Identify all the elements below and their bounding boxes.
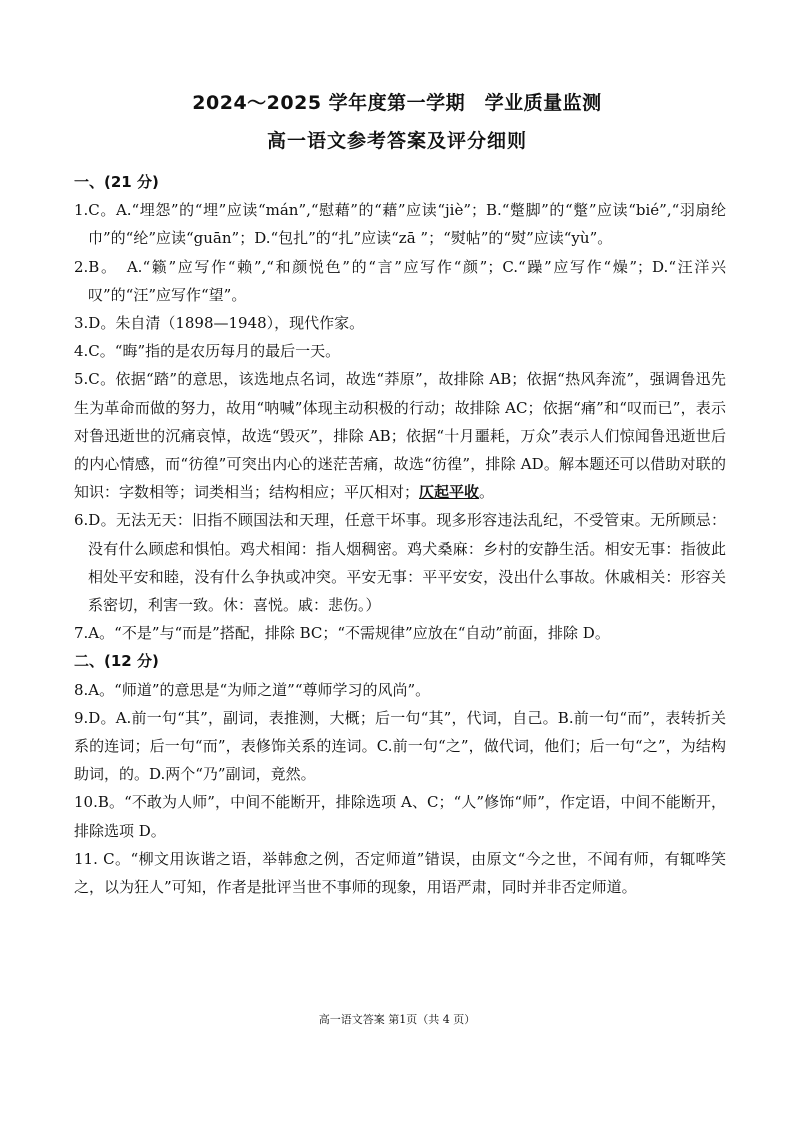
answer-body [74, 168, 726, 901]
answer-item-5-emphasis: 仄起平收 [419, 483, 480, 502]
answer-item-2: 2.B。 A.“籁”应写作“赖”,“和颜悦色”的“言”应写作“颜”；C.“躁”应写作“燥”；D.“汪洋兴叹”的“汪”应写作“望”。 [74, 257, 726, 304]
answer-item-5 [74, 365, 726, 506]
answer-item-11: 11. C。“柳文用诙谐之语，举韩愈之例，否定师道”错误，由原文“今之世，不闻有师，有辄哗笑之，以为狂人”可知，作者是批评当世不事师的现象，用语严肃，同时并非否定师道。 [74, 849, 726, 897]
page-footer: 高一语文答案 第1页（共 4 页） [318, 1013, 476, 1026]
answer-item-3: 3.D。朱自清（1898—1948），现代作家。 [74, 314, 365, 333]
answer-item-6: 6.D。无法无天：旧指不顾国法和天理，任意干坏事。现多形容违法乱纪，不受管束。无所顾忌：没有什么顾虑和惧怕。鸡犬相闻：指人烟稠密。鸡犬桑麻：乡村的安静生活。相安无事：指彼此相处平安和睦，没有什么争执或冲突。平安无事：平平安安，没出什么事故。休戚相关：形容关系密切，利害一致。休：喜悦。戚：悲伤。） [74, 511, 726, 615]
section-heading-1: 一、(21 分) [74, 173, 159, 191]
answer-item-1: 1.C。A.“埋怨”的“埋”应读“mán”,“慰藉”的“藉”应读“jiè”；B.“蹩脚”的“蹩”应读“bié”,“羽扇纶巾”的“纶”应读“guān”；D.“包扎”的“扎”应读“zā ”；“熨帖”的“熨”应读“yù”。 [74, 201, 726, 248]
answer-item-7: 7.A。“不是”与“而是”搭配，排除 BC；“不需规律”应放在“自动”前面，排除 D。 [74, 624, 610, 643]
answer-item-4: 4.C。“晦”指的是农历每月的最后一天。 [74, 342, 341, 361]
answer-item-9: 9.D。A.前一句“其”，副词，表推测，大概；后一句“其”，代词，自己。B.前一句“而”，表转折关系的连词；后一句“而”，表修饰关系的连词。C.前一句“之”，做代词，他们；后一句“之”，为结构助词，的。D.两个“乃”副词，竟然。 [74, 708, 726, 784]
answer-item-5-text: 5.C。依据“踏”的意思，该选地点名词，故选“莽原”，故排除 AB；依据“热风奔流”，强调鲁迅先生为革命而做的努力，故用“呐喊”体现主动积极的行动；故排除 AC；依据“痛”和“叹而已”，表示对鲁迅逝世的沉痛哀悼，故选“毁灭”，排除 AB；依据“十月噩耗，万众”表示人们惊闻鲁迅逝世后的内心情感，而“彷徨”可突出内心的迷茫苦痛，故选“彷徨”，排除 AD。解本题还可以借助对联的知识：字数相等；词类相当；结构相应；平仄相对； [74, 370, 726, 502]
answer-item-10: 10.B。“不敢为人师”，中间不能断开，排除选项 A、C；“人”修饰“师”，作定语，中间不能断开，排除选项 D。 [74, 793, 726, 840]
answer-item-8: 8.A。“师道”的意思是“为师之道”“尊师学习的风尚”。 [74, 680, 431, 699]
exam-title: 2024～2025 学年度第一学期 学业质量监测 [192, 92, 602, 114]
answer-item-5-end: 。 [479, 483, 495, 502]
section-heading-2: 二、(12 分) [74, 652, 159, 671]
document-title: 高一语文参考答案及评分细则 [266, 130, 527, 152]
